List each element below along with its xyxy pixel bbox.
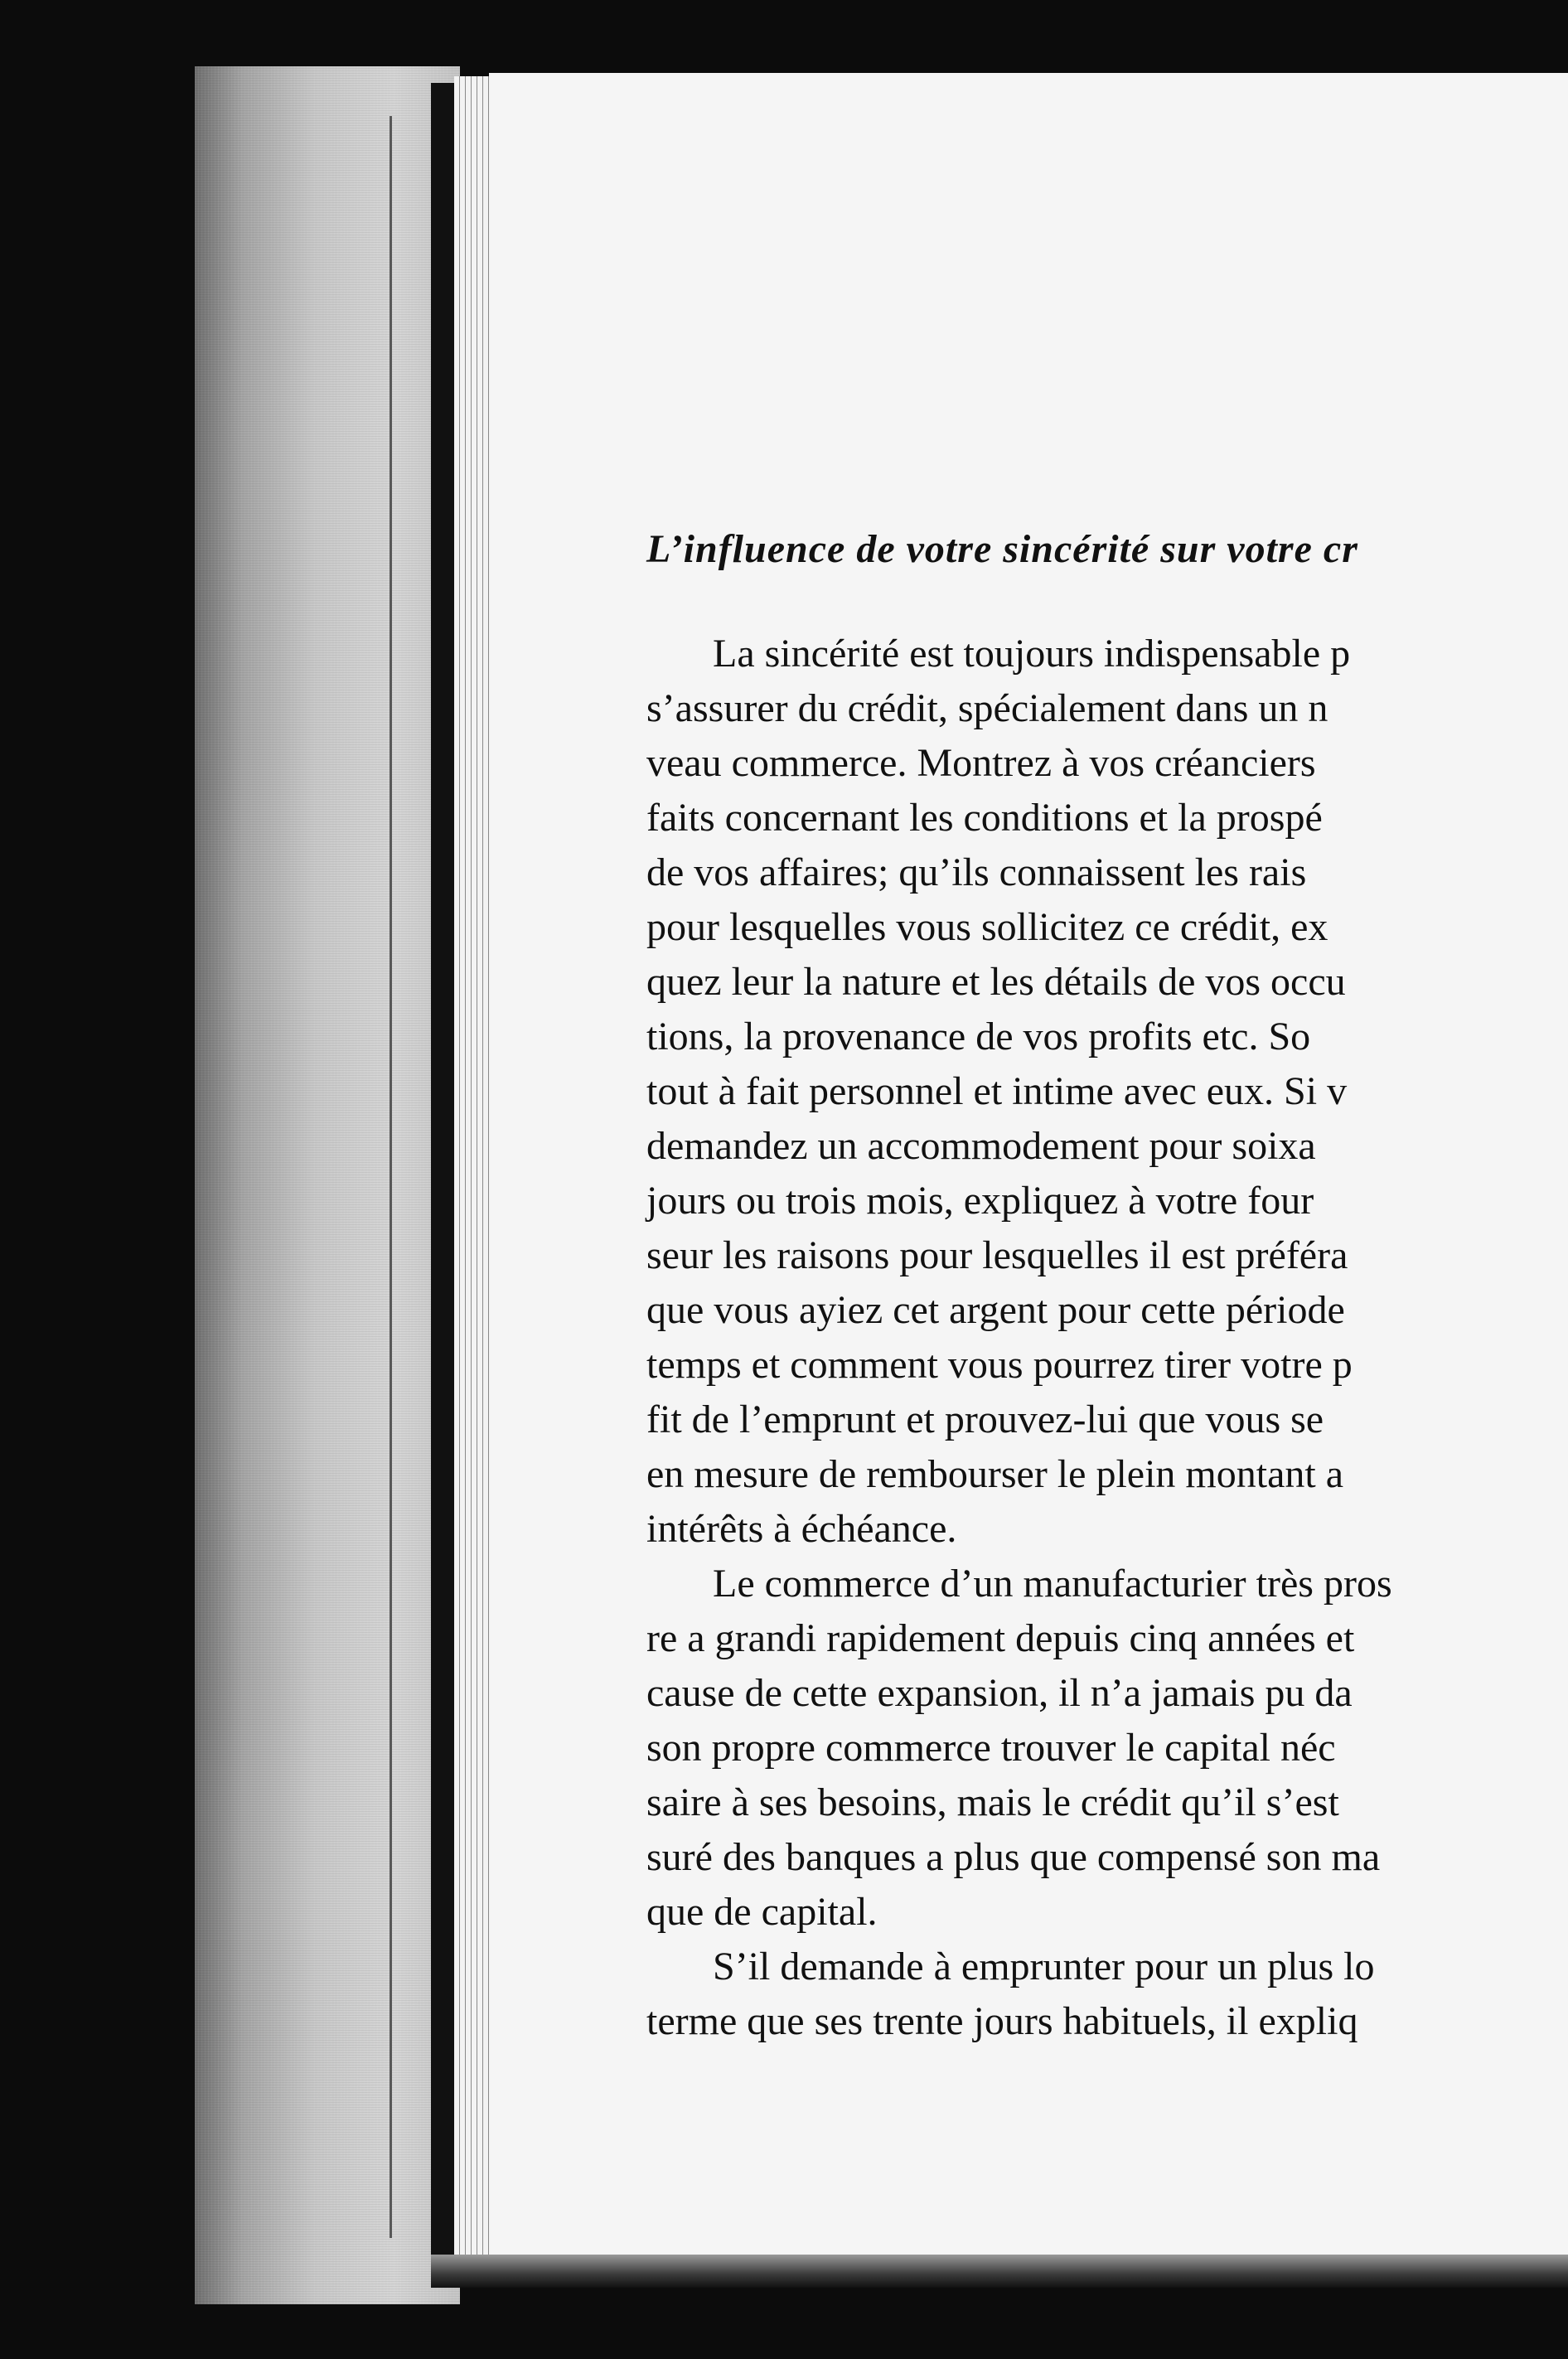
book-binding <box>431 83 456 2255</box>
text-line: en mesure de rembourser le plein montant a <box>646 1452 1344 1496</box>
page-text <box>646 522 1568 2049</box>
text-line: tions, la provenance de vos profits etc. So <box>646 1015 1311 1058</box>
left-page-edge-line <box>390 116 392 2238</box>
text-line: jours ou trois mois, expliquez à votre four <box>646 1179 1314 1223</box>
text-line: La sincérité est toujours indispensable p <box>713 632 1351 676</box>
text-line: quez leur la nature et les détails de vos occu <box>646 960 1346 1004</box>
text-line: son propre commerce trouver le capital néc <box>646 1726 1336 1770</box>
section-heading: L’influence de votre sincérité sur votre cr <box>646 527 1358 571</box>
text-line: de vos affaires; qu’ils connaissent les rais <box>646 850 1307 894</box>
text-line: intérêts à échéance. <box>646 1507 957 1551</box>
left-facing-page <box>195 66 460 2304</box>
text-line: fit de l’emprunt et prouvez-lui que vous se <box>646 1397 1324 1441</box>
paragraph-3 <box>646 1940 1568 2049</box>
text-line: Le commerce d’un manufacturier très pros <box>713 1562 1392 1606</box>
text-line: S’il demande à emprunter pour un plus lo <box>713 1945 1375 1988</box>
text-line: veau commerce. Montrez à vos créanciers <box>646 741 1316 785</box>
text-line: que vous ayiez cet argent pour cette période <box>646 1288 1345 1332</box>
text-line: faits concernant les conditions et la prospé <box>646 796 1323 840</box>
text-line: re a grandi rapidement depuis cinq années et <box>646 1616 1355 1660</box>
text-line: pour lesquelles vous sollicitez ce crédit, ex <box>646 905 1328 949</box>
text-line: tout à fait personnel et intime avec eux. Si v <box>646 1069 1348 1113</box>
text-line: que de capital. <box>646 1890 878 1934</box>
text-line: demandez un accommodement pour soixa <box>646 1124 1316 1168</box>
text-line: s’assurer du crédit, spécialement dans un n <box>646 686 1328 730</box>
text-line: temps et comment vous pourrez tirer votre p <box>646 1343 1353 1387</box>
text-line: seur les raisons pour lesquelles il est préféra <box>646 1233 1348 1277</box>
bottom-shadow <box>431 2255 1568 2288</box>
text-line: cause de cette expansion, il n’a jamais pu da <box>646 1671 1353 1715</box>
text-line: terme que ses trente jours habituels, il expliq <box>646 1999 1358 2043</box>
text-line: suré des banques a plus que compensé son ma <box>646 1835 1381 1879</box>
text-line: saire à ses besoins, mais le crédit qu’il s’est <box>646 1780 1339 1824</box>
paragraph-2 <box>646 1557 1568 1940</box>
paragraph-1 <box>646 627 1568 1557</box>
